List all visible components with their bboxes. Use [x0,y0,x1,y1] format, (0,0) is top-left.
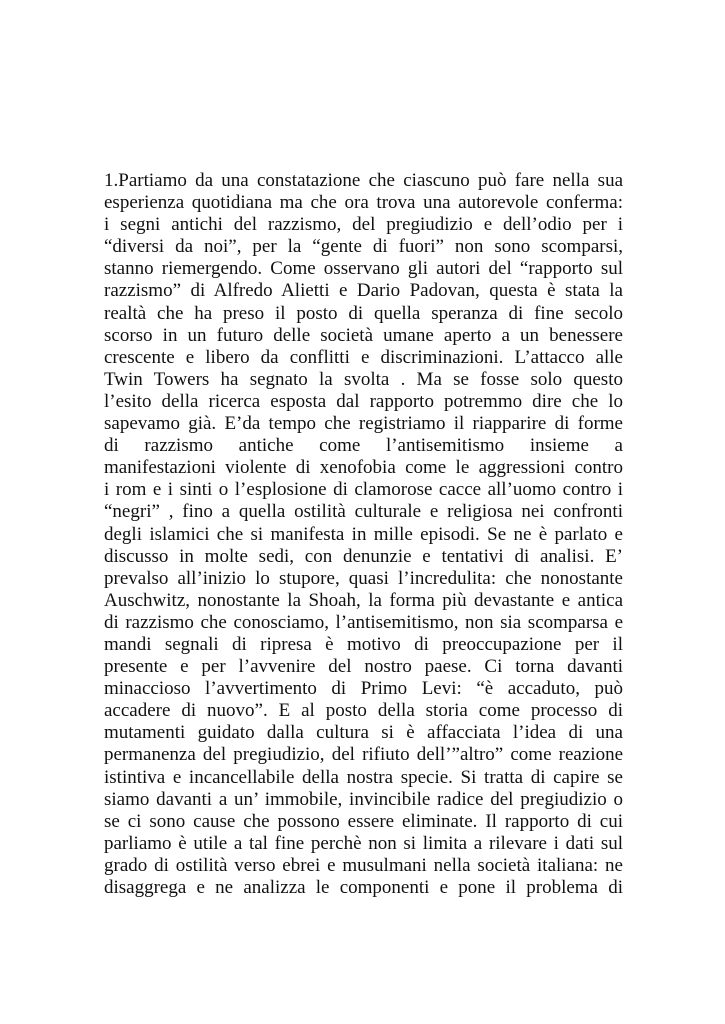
text-line-19: prevalso all’inizio lo stupore, quasi l’incredulita: che nonostante [104,567,623,589]
text-line-23: presente e per l’avvenire del nostro paese. Ci torna davanti [104,656,623,678]
text-line-16: “negri” , fino a quella ostilità culturale e religiosa nei confronti [104,501,623,523]
text-line-3: i segni antichi del razzismo, del pregiudizio e dell’odio per i [104,214,623,236]
text-line-33: disaggrega e ne analizza le componenti e pone il problema di [104,877,623,898]
text-line-12: sapevamo già. E’da tempo che registriamo il riapparire di forme [104,413,623,435]
text-line-27: permanenza del pregiudizio, del rifiuto dell’”altro” come reazione [104,744,623,766]
text-line-11: l’esito della ricerca esposta dal rapporto potremmo dire che lo [104,390,623,412]
text-line-9: crescente e libero da conflitti e discriminazioni. L’attacco alle [104,346,623,368]
text-line-1: 1.Partiamo da una constatazione che ciascuno può fare nella sua [104,170,623,191]
text-line-10: Twin Towers ha segnato la svolta . Ma se fosse solo questo [104,368,623,390]
text-line-14: manifestazioni violente di xenofobia come le aggressioni contro [104,457,623,479]
text-line-7: realtà che ha preso il posto di quella speranza di fine secolo [104,302,623,324]
text-line-29: siamo davanti a un’ immobile, invincibile radice del pregiudizio o [104,788,623,810]
text-line-30: se ci sono cause che possono essere eliminate. Il rapporto di cui [104,810,623,832]
text-line-20: Auschwitz, nonostante la Shoah, la forma più devastante e antica [104,589,623,611]
text-line-24: minaccioso l’avvertimento di Primo Levi: “è accaduto, può [104,678,623,700]
text-line-8: scorso in un futuro delle società umane aperto a un benessere [104,324,623,346]
text-line-26: mutamenti guidato dalla cultura si è affacciata l’idea di una [104,722,623,744]
text-line-6: razzismo” di Alfredo Alietti e Dario Padovan, questa è stata la [104,280,623,302]
text-line-4: “diversi da noi”, per la “gente di fuori” non sono scomparsi, [104,236,623,258]
text-line-5: stanno riemergendo. Come osservano gli autori del “rapporto sul [104,258,623,280]
text-line-17: degli islamici che si manifesta in mille episodi. Se ne è parlato e [104,523,623,545]
text-line-13: di razzismo antiche come l’antisemitismo insieme a [104,435,623,457]
text-line-28: istintiva e incancellabile della nostra specie. Si tratta di capire se [104,766,623,788]
document-body [104,170,623,899]
text-line-21: di razzismo che conosciamo, l’antisemitismo, non sia scomparsa e [104,611,623,633]
text-line-18: discusso in molte sedi, con denunzie e tentativi di analisi. E’ [104,545,623,567]
text-line-22: mandi segnali di ripresa è motivo di preoccupazione per il [104,633,623,655]
text-line-32: grado di ostilità verso ebrei e musulmani nella società italiana: ne [104,854,623,876]
text-line-25: accadere di nuovo”. E al posto della storia come processo di [104,700,623,722]
text-line-15: i rom e i sinti o l’esplosione di clamorose cacce all’uomo contro i [104,479,623,501]
text-line-31: parliamo è utile a tal fine perchè non si limita a rilevare i dati sul [104,832,623,854]
text-line-2: esperienza quotidiana ma che ora trova una autorevole conferma: [104,192,623,214]
